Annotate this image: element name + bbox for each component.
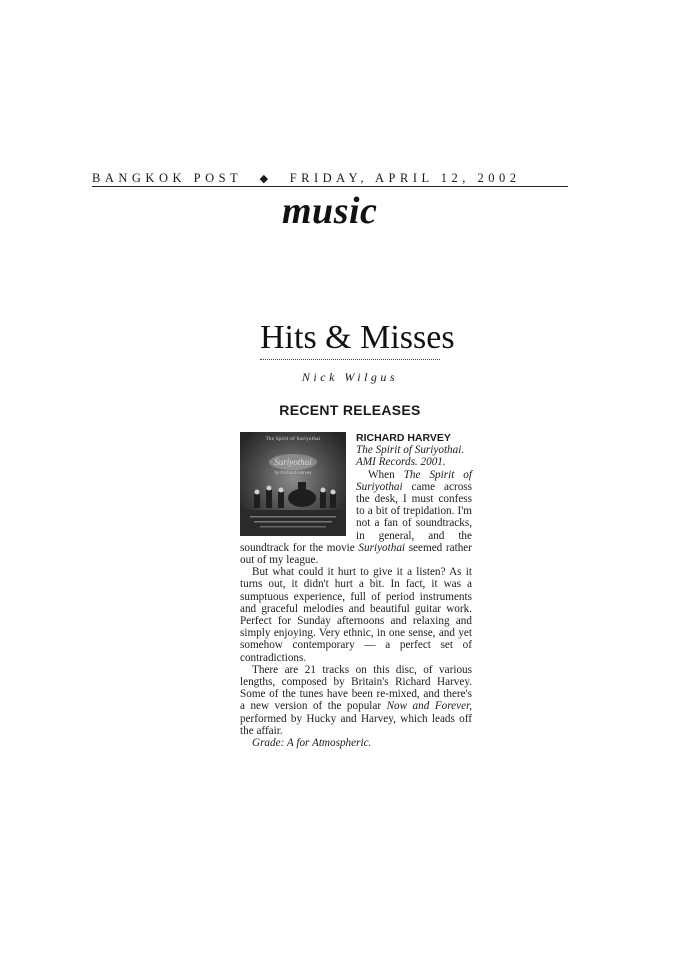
review-grade: Grade: A for Atmospheric.: [252, 737, 372, 750]
svg-text:by Richard Harvey: by Richard Harvey: [274, 470, 312, 475]
paper-name: BANGKOK POST: [92, 171, 242, 185]
section-title: music: [282, 190, 378, 232]
issue-date: FRIDAY, APRIL 12, 2002: [289, 171, 521, 185]
review-paragraph-2: But what could it hurt to give it a listen? As it turns out, it didn't hurt a bit. In fact, it was a sumptuous experience, full of period instruments and graceful melodies and beautiful guitar work. Perfect for Sunday afternoons and relaxing and simply enjoying. Very ethnic, in one sense, and yet somehow contemporary — a perfect set of contradictions.: [240, 566, 472, 664]
section-heading: RECENT RELEASES: [279, 402, 421, 418]
dotted-divider: [260, 359, 440, 360]
album-cover-title: The Spirit of Suriyothai: [265, 437, 321, 442]
review-album-title: The Spirit of Suriyothai.: [356, 444, 465, 457]
review-paragraph-1: When The Spirit of Suriyothai came across the desk, I must confess to a bit of trepidation. I'm not a fan of soundtracks, in general, and the soundtrack for the movie Suriyothai seemed rather out of my league.: [240, 468, 473, 567]
review-artist: RICHARD HARVEY: [356, 432, 451, 444]
cover-float-space: [240, 432, 346, 535]
diamond-icon: ◆: [259, 173, 269, 185]
review-paragraph-3: There are 21 tracks on this disc, of various lengths, composed by Britain's Richard Harvey. Some of the tunes have been re-mixed, and there's a new version of the popular Now and Forever, performed by Hucky and Harvey, which leads off the affair.: [240, 663, 472, 737]
masthead: [92, 170, 568, 187]
review-article: [240, 432, 472, 749]
svg-text:Suriyothai: Suriyothai: [274, 457, 312, 467]
headline: Hits & Misses: [260, 319, 455, 356]
byline: Nick Wilgus: [301, 370, 399, 384]
review-label-year: AMI Records. 2001.: [356, 456, 446, 469]
